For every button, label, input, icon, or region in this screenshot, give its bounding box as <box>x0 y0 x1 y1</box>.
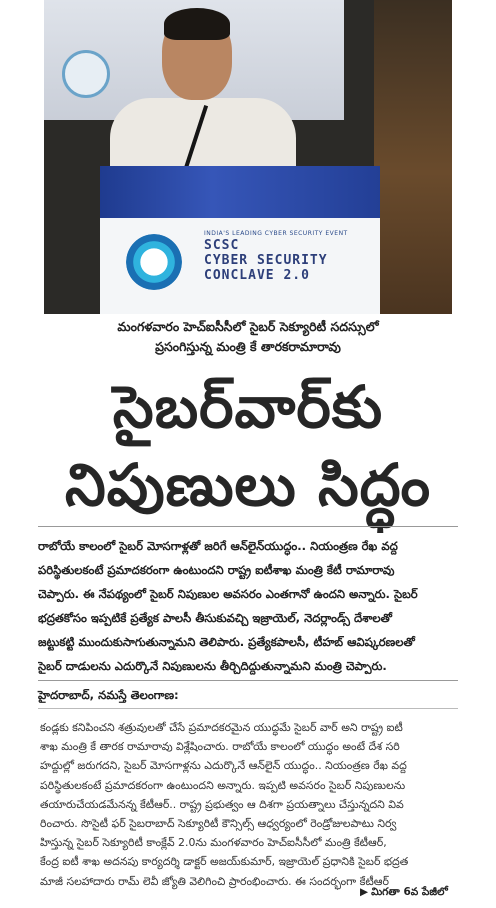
arrow-right-icon: ▶ <box>360 886 369 898</box>
divider <box>38 680 458 681</box>
body-line: పరిస్థితులకంటే ప్రమాదకరంగా ఉంటుందని అన్నారు. ఇప్పటి అవసరం సైబర్ నిపుణులను <box>40 778 406 792</box>
lead-line: భద్రతకోసం ఇప్పటికే ప్రత్యేక పాలసీ తీసుకువచ్చి ఇజ్రాయెల్, నెదర్లాండ్స్ దేశాలతో <box>38 611 392 625</box>
podium-title-line: SCSC <box>204 238 240 253</box>
body-line: కండ్లకు కనిపించని శత్రువులతో చేసే ప్రమాదకరమైన యుద్ధమే సైబర్ వార్ అని రాష్ట్ర ఐటీ <box>40 721 403 734</box>
continued-label: మిగతా 6వ పేజీలో <box>371 886 448 898</box>
headline <box>0 368 496 524</box>
backdrop-panel <box>374 0 452 314</box>
continued-on-page <box>360 886 448 901</box>
caption-line: మంగళవారం హెచ్ఐసీసీలో సైబర్ సెక్యూరిటీ సదస్సులో <box>117 319 379 334</box>
body-line: శాఖ మంత్రి కే తారక రామారావు విశ్లేషించారు. రాబోయే కాలంలో యుద్ధం అంటే దేశ సరి <box>40 740 400 754</box>
caption-line: ప్రసంగిస్తున్న మంత్రి కే తారకరామారావు <box>155 339 341 354</box>
podium-sign <box>100 218 380 314</box>
podium-title-line: CYBER SECURITY <box>204 253 328 268</box>
speaker-hair <box>164 8 230 40</box>
lead-line: సైబర్ దాడులను ఎదుర్కొనే నిపుణులను తీర్చిదిద్దుతున్నామని మంత్రి చెప్పారు. <box>38 659 387 673</box>
podium-title <box>204 238 328 283</box>
scsc-logo-icon <box>126 234 182 290</box>
podium-top <box>100 166 380 218</box>
body-line: కేంద్ర ఐటీ శాఖ అదనపు కార్యదర్శి డాక్టర్ అజయ్‌కుమార్, ఇజ్రాయెల్ ప్రధానికి సైబర్ భద్రత <box>40 855 409 869</box>
article-photo <box>44 0 452 314</box>
photo-caption <box>0 317 496 357</box>
lead-line: రాబోయే కాలంలో సైబర్ మోసగాళ్లతో జరిగే ఆన్‌లైన్‌యుద్ధం.. నియంత్రణ రేఖ వద్ద <box>38 539 398 553</box>
body-line: తయారుచేయడమేనన్న కేటీఆర్.. రాష్ట్ర ప్రభుత్వం ఆ దిశగా ప్రయత్నాలు చేస్తున్నదని వివ <box>40 797 404 811</box>
headline-line: సైబర్‌వార్‌కు <box>112 373 384 441</box>
lead-paragraph <box>38 534 458 678</box>
body-line: మాజీ సలహాదారు రామ్ లెవీ జ్యోతి వెలిగించి ప్రారంభించారు. ఈ సందర్భంగా కేటీఆర్ <box>40 874 389 888</box>
body-line: హద్దుల్లో జరుగదని, సైబర్ మోసగాళ్లను ఎదుర్కొనే ఆన్‌లైన్ యుద్ధం.. నియంత్రణ రేఖ వద్ద <box>40 759 407 773</box>
lead-line: జట్టుకట్టి ముందుకుసాగుతున్నామని తెలిపారు. ప్రత్యేకపాలసీ, టీహబ్ ఆవిష్కరణలతో <box>38 635 415 649</box>
backdrop-logo-icon <box>62 50 110 98</box>
headline-line: నిపుణులు సిద్ధం <box>64 451 432 519</box>
divider <box>38 708 458 709</box>
divider <box>38 526 458 527</box>
lead-line: పరిస్థితులకంటే ప్రమాదకరంగా ఉంటుందని రాష్ట్ర ఐటీశాఖ మంత్రి కేటీ రామారావు <box>38 563 395 577</box>
podium-kicker: INDIA'S LEADING CYBER SECURITY EVENT <box>204 230 348 237</box>
body-line: హిస్తున్న సైబర్ సెక్యూరిటీ కాంక్లేవ్ 2.0ను మంగళవారం హెచ్‌ఐసీసీలో మంత్రి కేటీఆర్, <box>40 836 387 850</box>
dateline: హైదరాబాద్, నమస్తే తెలంగాణ: <box>38 688 179 702</box>
lead-line: చెప్పారు. ఈ నేపథ్యంలో సైబర్ నిపుణుల అవసరం ఎంతగానో ఉందని అన్నారు. సైబర్ <box>38 587 418 601</box>
body-line: రించారు. సొసైటీ ఫర్ సైబరాబాద్ సెక్యూరిటీ కౌన్సిల్స్ ఆధ్వర్యంలో రెండ్రోజులపాటు నిర్వ <box>40 817 397 831</box>
article-body <box>40 718 458 891</box>
podium-title-line: CONCLAVE 2.0 <box>204 268 310 283</box>
